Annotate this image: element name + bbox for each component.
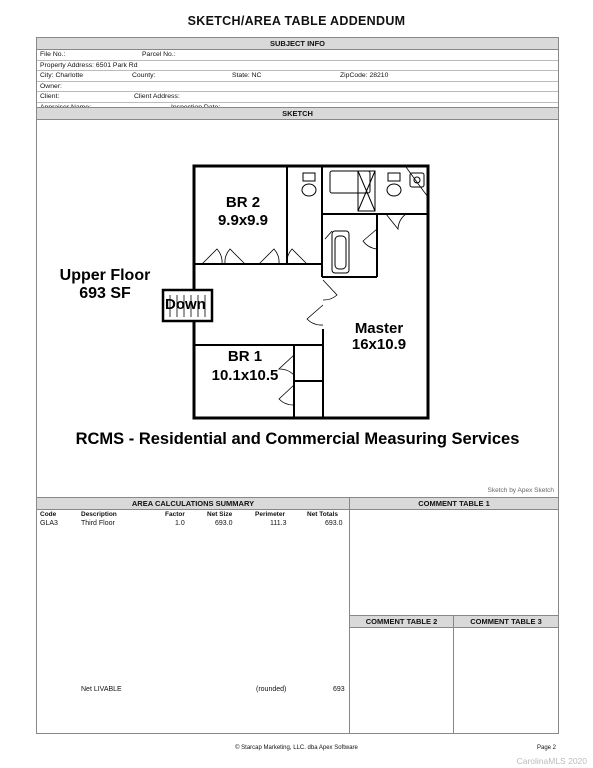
property-address: Property Address: 6501 Park Rd	[40, 61, 138, 69]
upper-floor-area: 693 SF	[79, 285, 131, 302]
watermark: CarolinaMLS 2020	[516, 756, 587, 766]
col-net-size: Net Size	[207, 511, 233, 518]
col-description: Description	[81, 511, 117, 518]
client-address: Client Address:	[134, 93, 180, 100]
br1-name: BR 1	[227, 348, 263, 365]
upper-floor-label	[45, 267, 165, 303]
zip-code: ZipCode: 28210	[340, 72, 389, 79]
footer-copyright: © Starcap Marketing, LLC. dba Apex Software	[235, 745, 358, 751]
company-name: RCMS - Residential and Commercial Measuring Services	[75, 430, 520, 448]
comment-table-2	[350, 615, 454, 734]
file-row	[37, 50, 558, 61]
comment-table-2-heading: COMMENT TABLE 2	[350, 616, 453, 628]
file-no: File No.:	[40, 51, 66, 58]
owner: Owner:	[40, 82, 62, 90]
comment-table-3	[454, 615, 558, 734]
city-row	[37, 71, 558, 82]
col-factor: Factor	[165, 511, 185, 518]
master-name: Master	[354, 320, 404, 337]
br2-name: BR 2	[225, 194, 261, 211]
net-livable-total: 693	[333, 686, 345, 693]
col-code: Code	[40, 511, 57, 518]
page-title: SKETCH/AREA TABLE ADDENDUM	[187, 14, 406, 28]
rounded-label: (rounded)	[256, 686, 287, 693]
cell-code: GLA3	[40, 520, 58, 527]
down-label: Down	[165, 296, 206, 313]
sketch-section	[36, 107, 559, 498]
cell-net-totals: 693.0	[325, 520, 343, 527]
cell-net-size: 693.0	[215, 520, 233, 527]
cell-perimeter: 111.3	[270, 520, 287, 527]
bottom-section	[36, 497, 559, 734]
br1-size: 10.1x10.5	[211, 367, 279, 384]
area-calculations	[37, 498, 350, 733]
city: City: Charlotte	[40, 72, 84, 79]
owner-row	[37, 82, 558, 93]
county: County:	[132, 72, 156, 79]
master-label	[331, 321, 427, 353]
br2-label	[200, 194, 286, 230]
comment-table-1	[350, 498, 558, 616]
sketch-credit: Sketch by Apex Sketch	[487, 487, 554, 494]
subject-info-heading: SUBJECT INFO	[37, 38, 558, 50]
comment-table-1-heading: COMMENT TABLE 1	[350, 498, 558, 510]
subject-info-section	[36, 37, 559, 113]
client-row	[37, 92, 558, 103]
address-row	[37, 61, 558, 72]
footer-page: Page 2	[537, 745, 557, 751]
cell-description: Third Floor	[81, 520, 115, 527]
client: Client:	[40, 93, 60, 100]
upper-floor-title: Upper Floor	[59, 267, 151, 284]
sketch-heading: SKETCH	[37, 107, 558, 120]
comment-table-3-heading: COMMENT TABLE 3	[454, 616, 558, 628]
br2-size: 9.9x9.9	[217, 212, 269, 229]
state: State: NC	[232, 72, 262, 79]
br1-label	[196, 347, 294, 385]
parcel-no: Parcel No.:	[142, 51, 176, 58]
master-size: 16x10.9	[351, 336, 407, 353]
cell-factor: 1.0	[175, 520, 185, 527]
col-net-totals: Net Totals	[307, 511, 338, 518]
area-calc-heading: AREA CALCULATIONS SUMMARY	[37, 498, 349, 510]
col-perimeter: Perimeter	[255, 511, 285, 518]
net-livable-label: Net LIVABLE	[81, 686, 122, 693]
